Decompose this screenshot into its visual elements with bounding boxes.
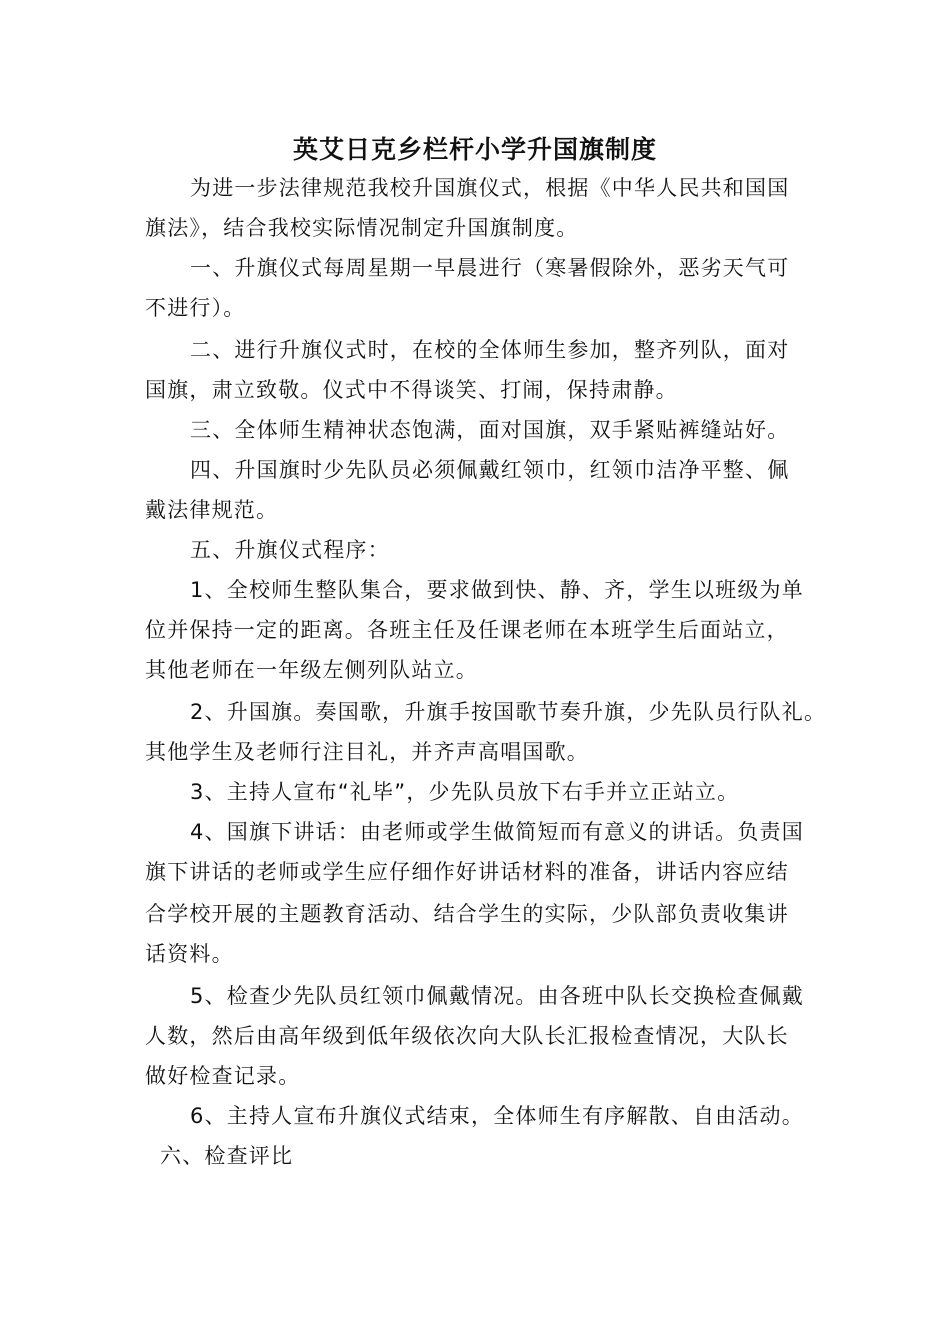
- paragraph-line: 6、主持人宣布升旗仪式结束，全体师生有序解散、自由活动。: [190, 1104, 804, 1128]
- paragraph-line: 不进行）。: [145, 296, 246, 320]
- paragraph-line: 四、升国旗时少先队员必须佩戴红领巾，红领巾洁净平整、佩: [190, 458, 790, 482]
- paragraph-line: 1、全校师生整队集合，要求做到快、静、齐，学生以班级为单: [190, 578, 804, 602]
- paragraph-line: 其他老师在一年级左侧列队站立。: [145, 658, 478, 682]
- paragraph-line: 合学校开展的主题教育活动、结合学生的实际，少队部负责收集讲: [145, 902, 789, 926]
- paragraph-line: 做好检查记录。: [145, 1064, 301, 1088]
- paragraph-line: 为进一步法律规范我校升国旗仪式，根据《中华人民共和国国: [190, 176, 790, 200]
- paragraph-line: 旗法》，结合我校实际情况制定升国旗制度。: [145, 216, 579, 240]
- paragraph-line: 4、国旗下讲话：由老师或学生做简短而有意义的讲话。负责国: [190, 820, 804, 844]
- paragraph-line: 二、进行升旗仪式时，在校的全体师生参加，整齐列队，面对: [190, 338, 790, 362]
- paragraph-line: 五、升旗仪式程序：: [190, 538, 390, 562]
- paragraph-line: 戴法律规范。: [145, 498, 279, 522]
- paragraph-line: 5、检查少先队员红领巾佩戴情况。由各班中队长交换检查佩戴: [190, 984, 804, 1008]
- paragraph-line: 国旗，肃立致敬。仪式中不得谈笑、打闹，保持肃静。: [145, 378, 678, 402]
- paragraph-line: 2、升国旗。奏国歌，升旗手按国歌节奏升旗，少先队员行队礼。: [190, 700, 827, 724]
- paragraph-line: 3、主持人宣布“礼毕”，少先队员放下右手并立正站立。: [190, 780, 740, 804]
- paragraph-line: 人数，然后由高年级到低年级依次向大队长汇报检查情况，大队长: [145, 1024, 789, 1048]
- paragraph-line: 三、全体师生精神状态饱满，面对国旗，双手紧贴裤缝站好。: [190, 418, 790, 442]
- paragraph-line: 六、检查评比: [160, 1144, 294, 1168]
- paragraph-line: 旗下讲话的老师或学生应仔细作好讲话材料的准备，讲话内容应结: [145, 860, 789, 884]
- paragraph-line: 其他学生及老师行注目礼，并齐声高唱国歌。: [145, 740, 589, 764]
- paragraph-line: 一、升旗仪式每周星期一早晨进行（寒暑假除外，恶劣天气可: [190, 256, 790, 280]
- document-title: 英艾日克乡栏杆小学升国旗制度: [292, 135, 657, 164]
- paragraph-line: 话资料。: [145, 942, 234, 966]
- paragraph-line: 位并保持一定的距离。各班主任及任课老师在本班学生后面站立，: [145, 618, 789, 642]
